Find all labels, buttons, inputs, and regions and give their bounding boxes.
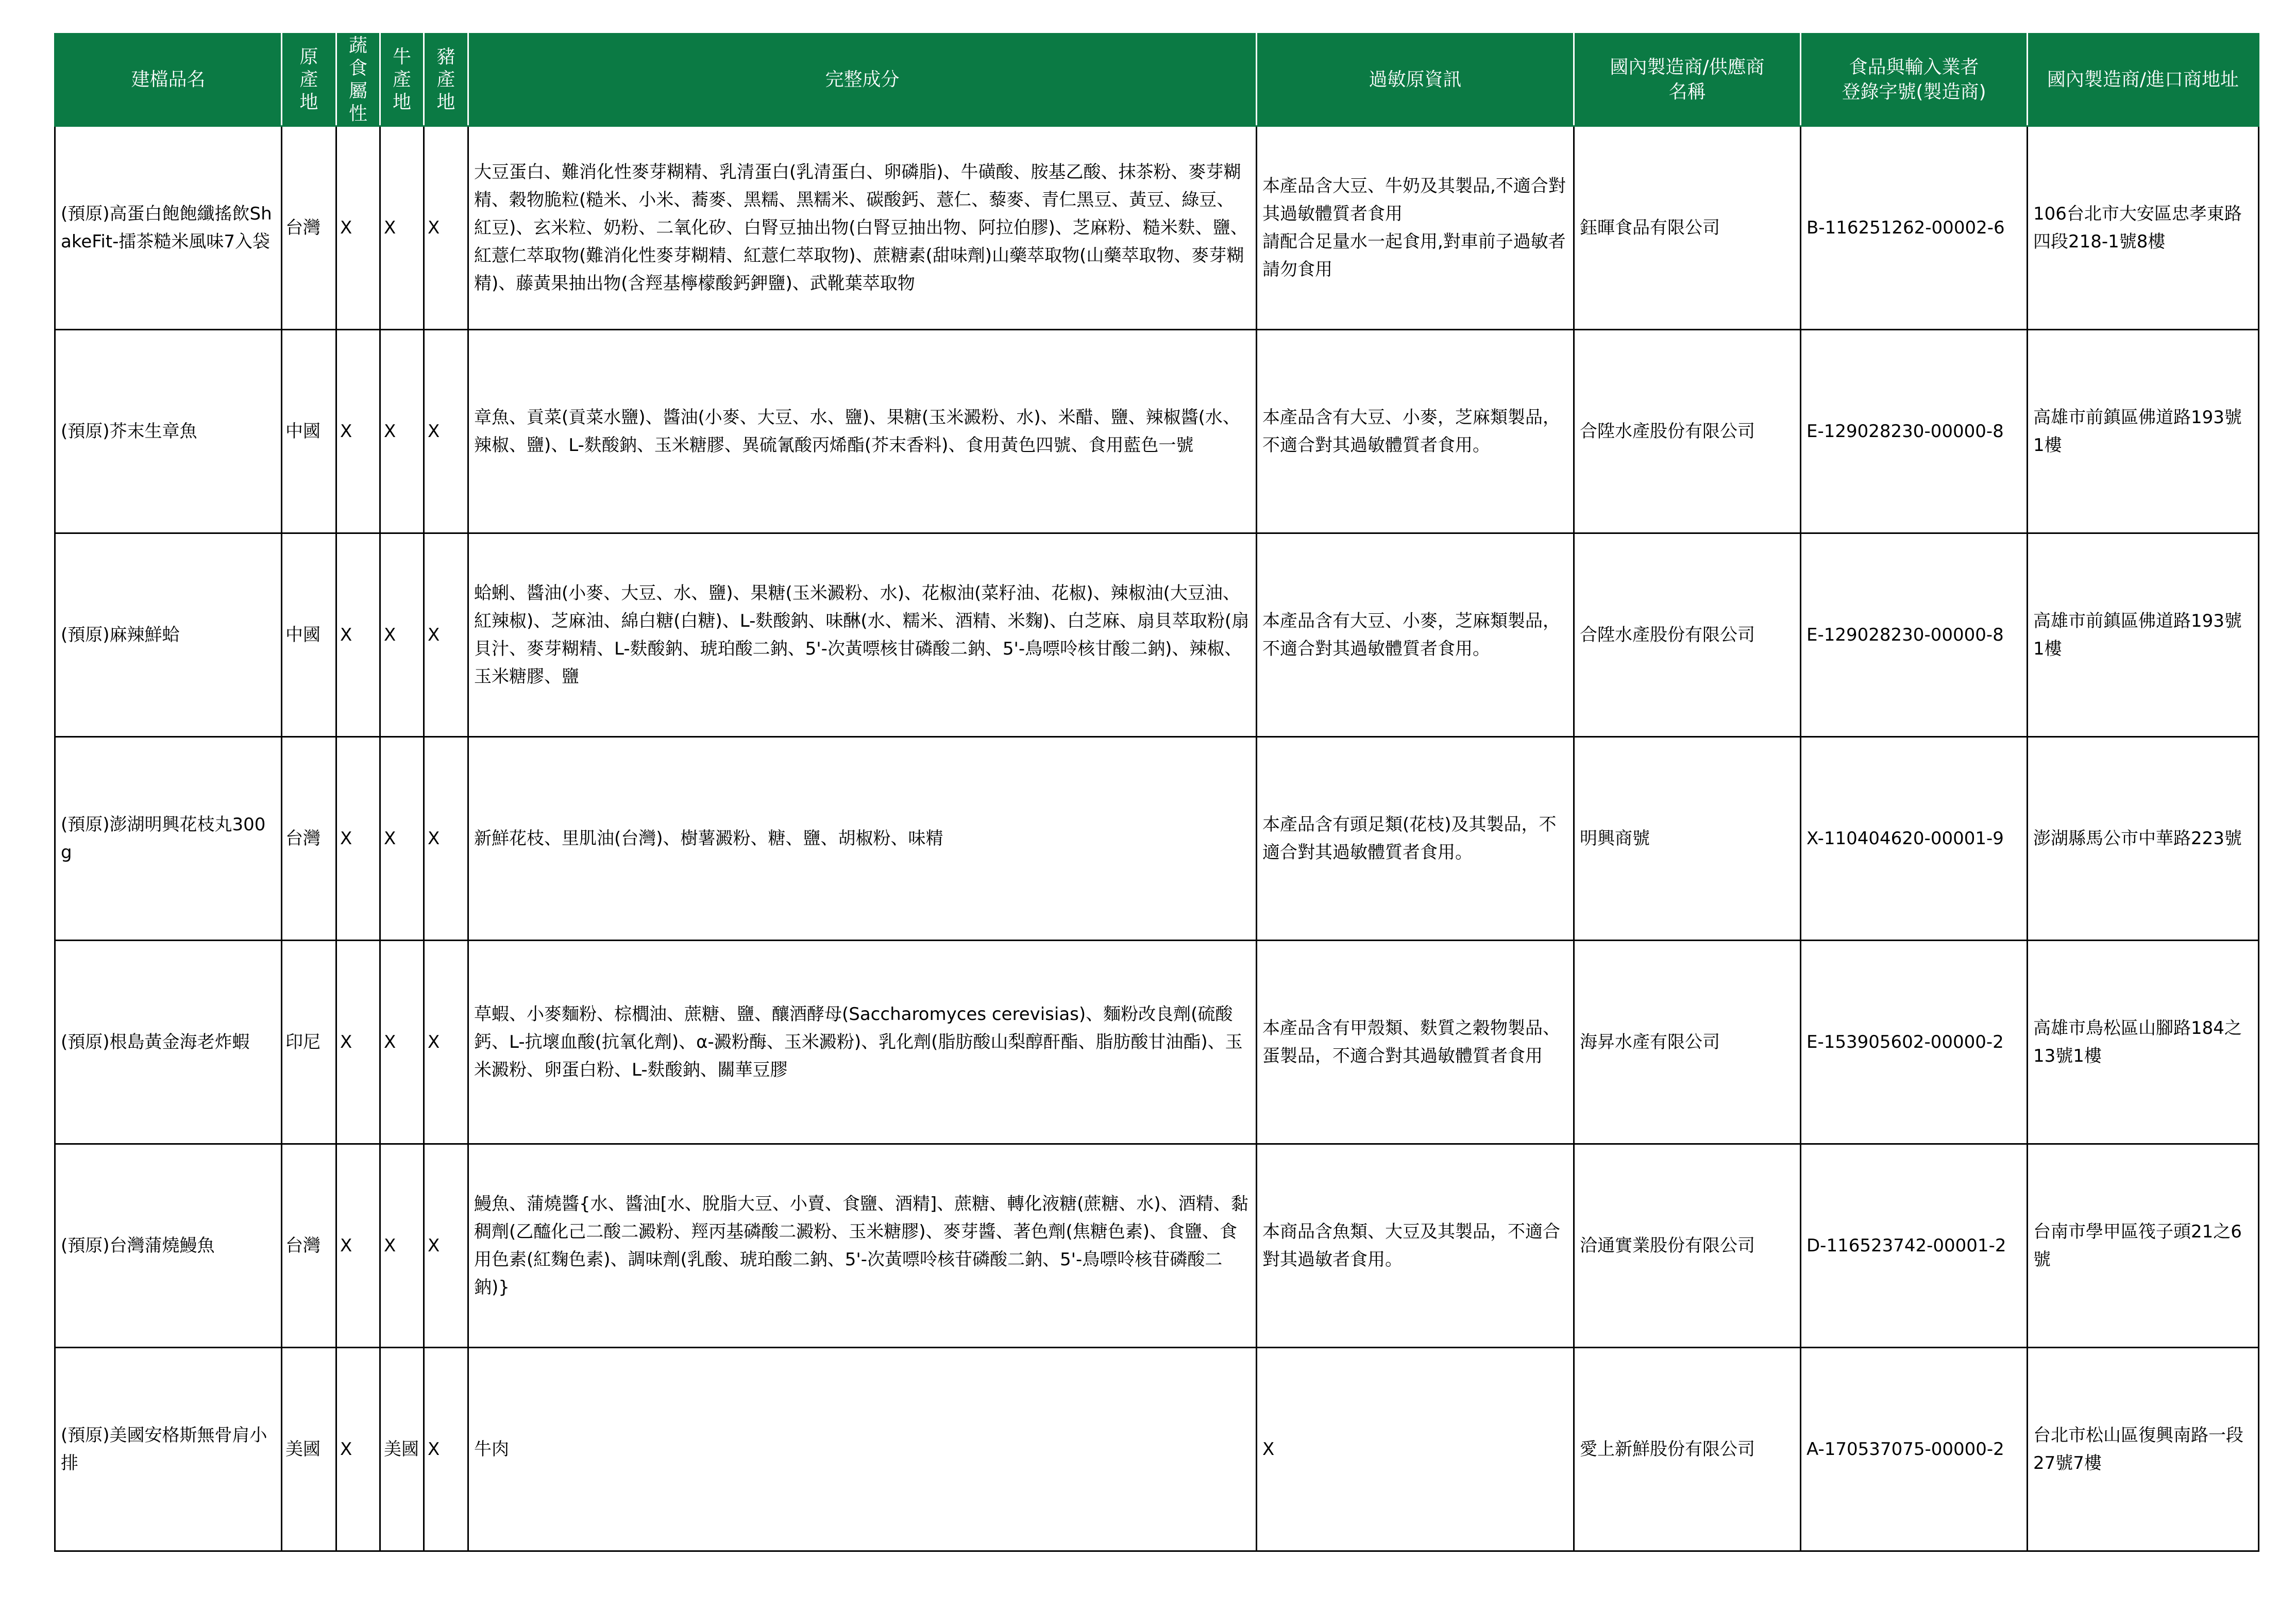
cell-address: 高雄市前鎮區佛道路193號1樓 (2028, 330, 2259, 533)
table-row (55, 1348, 2259, 1551)
cell-allergen: 本產品含有甲殼類、麩質之穀物製品、蛋製品，不適合對其過敏體質者食用 (1257, 941, 1574, 1144)
cell-diet: X (336, 737, 380, 941)
header-supplier (1574, 34, 1801, 126)
cell-origin: 台灣 (282, 126, 336, 330)
table-body (55, 126, 2259, 1551)
cell-origin: 台灣 (282, 737, 336, 941)
cell-supplier: 合陞水產股份有限公司 (1574, 533, 1801, 737)
header-row (55, 34, 2259, 126)
cell-supplier: 海昇水產有限公司 (1574, 941, 1801, 1144)
cell-product-name: (預原)芥末生章魚 (55, 330, 282, 533)
header-origin-text: 原產地 (299, 46, 318, 113)
cell-address: 澎湖縣馬公市中華路223號 (2028, 737, 2259, 941)
cell-beef-origin: X (380, 330, 424, 533)
cell-ingredients: 章魚、貢菜(貢菜水鹽)、醬油(小麥、大豆、水、鹽)、果糖(玉米澱粉、水)、米醋、鹽、辣椒醬(水、辣椒、鹽)、L-麩酸鈉、玉米糖膠、異硫氰酸丙烯酯(芥末香料)、食用黃色四號、食用藍色一號 (468, 330, 1257, 533)
cell-allergen: 本產品含大豆、牛奶及其製品,不適合對其過敏體質者食用 請配合足量水一起食用,對車前子過敏者請勿食用 (1257, 126, 1574, 330)
cell-product-name: (預原)台灣蒲燒鰻魚 (55, 1144, 282, 1348)
cell-diet: X (336, 1348, 380, 1551)
cell-beef-origin: X (380, 126, 424, 330)
header-origin (282, 34, 336, 126)
header-ingredients: 完整成分 (468, 34, 1257, 126)
header-name: 建檔品名 (55, 34, 282, 126)
cell-address: 高雄市鳥松區山腳路184之13號1樓 (2028, 941, 2259, 1144)
cell-registration: X-110404620-00001-9 (1801, 737, 2028, 941)
cell-ingredients: 草蝦、小麥麵粉、棕櫚油、蔗糖、鹽、釀酒酵母(Saccharomyces cerevisias)、麵粉改良劑(硫酸鈣、L-抗壞血酸(抗氧化劑)、α-澱粉酶、玉米澱粉)、乳化劑(脂肪酸山梨醇酐酯、脂肪酸甘油酯)、玉米澱粉、卵蛋白粉、L-麩酸鈉、關華豆膠 (468, 941, 1257, 1144)
table-row (55, 126, 2259, 330)
cell-origin: 台灣 (282, 1144, 336, 1348)
cell-address: 台南市學甲區筏子頭21之6號 (2028, 1144, 2259, 1348)
cell-pork-origin: X (424, 330, 468, 533)
cell-allergen: 本產品含有頭足類(花枝)及其製品，不適合對其過敏體質者食用。 (1257, 737, 1574, 941)
cell-allergen: 本商品含魚類、大豆及其製品，不適合對其過敏者食用。 (1257, 1144, 1574, 1348)
table-row (55, 533, 2259, 737)
header-pork (424, 34, 468, 126)
header-reg-line2: 登錄字號(製造商) (1842, 81, 1986, 103)
cell-origin: 印尼 (282, 941, 336, 1144)
cell-diet: X (336, 1144, 380, 1348)
cell-beef-origin: X (380, 1144, 424, 1348)
cell-address: 台北市松山區復興南路一段27號7樓 (2028, 1348, 2259, 1551)
cell-beef-origin: X (380, 737, 424, 941)
cell-diet: X (336, 330, 380, 533)
cell-pork-origin: X (424, 1348, 468, 1551)
cell-ingredients: 牛肉 (468, 1348, 1257, 1551)
cell-diet: X (336, 533, 380, 737)
cell-product-name: (預原)高蛋白飽飽纖搖飲ShakeFit-擂茶糙米風味7入袋 (55, 126, 282, 330)
cell-product-name: (預原)根島黃金海老炸蝦 (55, 941, 282, 1144)
cell-pork-origin: X (424, 941, 468, 1144)
header-supplier-line2: 名稱 (1668, 81, 1706, 103)
table-row (55, 330, 2259, 533)
cell-diet: X (336, 941, 380, 1144)
header-diet-text: 蔬食屬性 (348, 35, 367, 124)
cell-origin: 中國 (282, 330, 336, 533)
cell-allergen: 本產品含有大豆、小麥，芝麻類製品，不適合對其過敏體質者食用。 (1257, 533, 1574, 737)
cell-ingredients: 大豆蛋白、難消化性麥芽糊精、乳清蛋白(乳清蛋白、卵磷脂)、牛磺酸、胺基乙酸、抹茶粉、麥芽糊精、穀物脆粒(糙米、小米、蕎麥、黑糯、黑糯米、碳酸鈣、薏仁、藜麥、青仁黑豆、黃豆、綠豆、紅豆)、玄米粒、奶粉、二氧化矽、白腎豆抽出物(白腎豆抽出物、阿拉伯膠)、芝麻粉、糙米麩、鹽、紅薏仁萃取物(難消化性麥芽糊精、紅薏仁萃取物)、蔗糖素(甜味劑)山藥萃取物(山藥萃取物、麥芽糊精)、藤黃果抽出物(含羥基檸檬酸鈣鉀鹽)、武靴葉萃取物 (468, 126, 1257, 330)
header-beef-text: 牛產地 (392, 46, 411, 113)
cell-ingredients: 蛤蜊、醬油(小麥、大豆、水、鹽)、果糖(玉米澱粉、水)、花椒油(菜籽油、花椒)、辣椒油(大豆油、紅辣椒)、芝麻油、綿白糖(白糖)、L-麩酸鈉、味醂(水、糯米、酒精、米麴)、白芝麻、扇貝萃取粉(扇貝汁、麥芽糊精、L-麩酸鈉、琥珀酸二鈉、5'-次黃嘌核甘磷酸二鈉、5'-鳥嘌呤核甘酸二鈉)、辣椒、玉米糖膠、鹽 (468, 533, 1257, 737)
product-sheet (54, 33, 2259, 1552)
cell-pork-origin: X (424, 737, 468, 941)
cell-registration: E-129028230-00000-8 (1801, 533, 2028, 737)
table-row (55, 1144, 2259, 1348)
header-address: 國內製造商/進口商地址 (2028, 34, 2259, 126)
cell-supplier: 明興商號 (1574, 737, 1801, 941)
cell-supplier: 洽通實業股份有限公司 (1574, 1144, 1801, 1348)
cell-ingredients: 鰻魚、蒲燒醬{水、醬油[水、脫脂大豆、小賣、食鹽、酒精]、蔗糖、轉化液糖(蔗糖、水)、酒精、黏稠劑(乙醯化己二酸二澱粉、羥丙基磷酸二澱粉、玉米糖膠)、麥芽醬、著色劑(焦糖色素)、食鹽、食用色素(紅麴色素)、調味劑(乳酸、琥珀酸二鈉、5'-次黃嘌呤核苷磷酸二鈉、5'-鳥嘌呤核苷磷酸二鈉)} (468, 1144, 1257, 1348)
table-row (55, 737, 2259, 941)
cell-registration: E-129028230-00000-8 (1801, 330, 2028, 533)
cell-address: 106台北市大安區忠孝東路四段218-1號8樓 (2028, 126, 2259, 330)
cell-product-name: (預原)美國安格斯無骨肩小排 (55, 1348, 282, 1551)
cell-registration: B-116251262-00002-6 (1801, 126, 2028, 330)
header-supplier-line1: 國內製造商/供應商 (1610, 57, 1765, 78)
header-beef (380, 34, 424, 126)
table-row (55, 941, 2259, 1144)
cell-pork-origin: X (424, 1144, 468, 1348)
header-diet (336, 34, 380, 126)
cell-beef-origin: X (380, 533, 424, 737)
cell-beef-origin: X (380, 941, 424, 1144)
cell-diet: X (336, 126, 380, 330)
cell-origin: 美國 (282, 1348, 336, 1551)
cell-address: 高雄市前鎮區佛道路193號1樓 (2028, 533, 2259, 737)
header-reg-line1: 食品與輸入業者 (1849, 57, 1979, 78)
header-registration (1801, 34, 2028, 126)
product-table (54, 33, 2259, 1552)
cell-origin: 中國 (282, 533, 336, 737)
cell-product-name: (預原)麻辣鮮蛤 (55, 533, 282, 737)
cell-pork-origin: X (424, 533, 468, 737)
cell-pork-origin: X (424, 126, 468, 330)
cell-allergen: X (1257, 1348, 1574, 1551)
cell-allergen: 本產品含有大豆、小麥，芝麻類製品，不適合對其過敏體質者食用。 (1257, 330, 1574, 533)
cell-registration: A-170537075-00000-2 (1801, 1348, 2028, 1551)
header-pork-text: 豬產地 (436, 46, 455, 113)
cell-supplier: 愛上新鮮股份有限公司 (1574, 1348, 1801, 1551)
cell-registration: D-116523742-00001-2 (1801, 1144, 2028, 1348)
cell-ingredients: 新鮮花枝、里肌油(台灣)、樹薯澱粉、糖、鹽、胡椒粉、味精 (468, 737, 1257, 941)
cell-product-name: (預原)澎湖明興花枝丸300g (55, 737, 282, 941)
cell-supplier: 鈺暉食品有限公司 (1574, 126, 1801, 330)
cell-registration: E-153905602-00000-2 (1801, 941, 2028, 1144)
header-allergen: 過敏原資訊 (1257, 34, 1574, 126)
cell-beef-origin: 美國 (380, 1348, 424, 1551)
cell-supplier: 合陞水產股份有限公司 (1574, 330, 1801, 533)
